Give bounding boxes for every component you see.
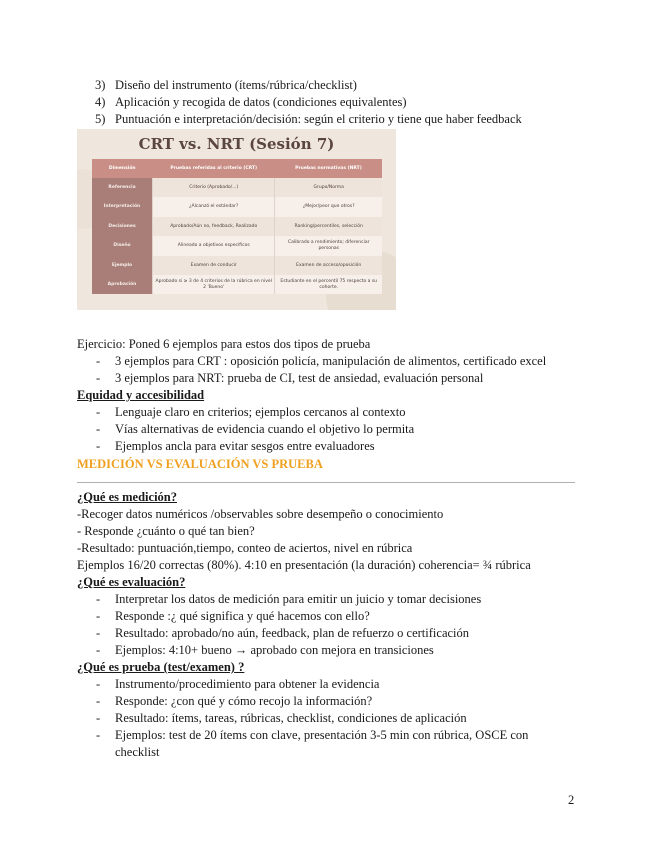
dimension-cell: Interpretación [92,197,153,216]
step-text: Diseño del instrumento (ítems/rúbrica/checklist) [115,78,357,92]
table-header-row [92,159,382,178]
bullet-dash: - [96,371,101,385]
table-row [92,256,382,275]
crt-cell: Aprobado si ≥ 3 de 4 criterios de la rúbrica en nivel 2 'Bueno' [153,275,275,294]
medicion-line: - Responde ¿cuánto o qué tan bien? [77,524,255,538]
evaluacion-heading: ¿Qué es evaluación? [77,575,186,589]
medicion-line: Ejemplos 16/20 correctas (80%). 4:10 en presentación (la duración) coherencia= ¾ rúbrica [77,558,531,572]
exercise-intro: Ejercicio: Poned 6 ejemplos para estos dos tipos de prueba [77,337,371,351]
nrt-cell: Ranking/percentiles, selección [275,217,382,236]
table-row [92,217,382,236]
dimension-cell: Referencia [92,178,153,197]
nrt-cell: ¿Mejor/peor que otros? [275,197,382,216]
divider [77,482,575,483]
step-text: Puntuación e interpretación/decisión: según el criterio y tiene que haber feedback [115,112,522,126]
table-row [92,236,382,255]
prueba-item: Ejemplos: test de 20 ítems con clave, presentación 3-5 min con rúbrica, OSCE con [115,728,529,742]
bullet-dash: - [96,711,101,725]
bullet-dash: - [96,592,101,606]
section-title: MEDICIÓN VS EVALUACIÓN VS PRUEBA [77,457,323,471]
page-number: 2 [568,793,575,807]
header-cell: Pruebas referidas al criterio (CRT) [153,159,275,178]
slide-title: CRT vs. NRT (Sesión 7) [138,135,335,153]
bullet-dash: - [96,643,101,657]
evaluacion-item: Responde :¿ qué significa y qué hacemos con ello? [115,609,370,623]
crt-cell: Criterio (Aprobado/...) [153,178,275,197]
prueba-heading: ¿Qué es prueba (test/examen) ? [77,660,245,674]
bullet-dash: - [96,405,101,419]
evaluacion-item: Interpretar los datos de medición para emitir un juicio y tomar decisiones [115,592,482,606]
bullet-dash: - [96,694,101,708]
header-cell: Dimensión [92,159,153,178]
dimension-cell: Aprobación [92,275,153,294]
table-row [92,178,382,197]
exercise-item: 3 ejemplos para CRT : oposición policía, manipulación de alimentos, certificado excel [115,354,547,368]
bullet-dash: - [96,422,101,436]
bullet-dash: - [96,609,101,623]
table-row [92,197,382,216]
step-number: 4) [95,95,106,109]
step-number: 3) [95,78,106,92]
nrt-cell: Calibrado a rendimiento; diferenciar personas [275,236,382,255]
prueba-item: Responde: ¿con qué y cómo recojo la información? [115,694,373,708]
equity-heading: Equidad y accesibilidad [77,388,205,402]
crt-cell: Examen de conducir [153,256,275,275]
evaluacion-item: Resultado: aprobado/no aún, feedback, plan de refuerzo o certificación [115,626,470,640]
dimension-cell: Diseño [92,236,153,255]
step-number: 5) [95,112,106,126]
bullet-dash: - [96,626,101,640]
medicion-line: -Recoger datos numéricos /observables sobre desempeño o conocimiento [77,507,444,521]
table-row [92,275,382,294]
equity-item: Ejemplos ancla para evitar sesgos entre evaluadores [115,439,375,453]
equity-item: Lenguaje claro en criterios; ejemplos cercanos al contexto [115,405,406,419]
nrt-cell: Grupo/Norma [275,178,382,197]
dimension-cell: Decisiones [92,217,153,236]
exercise-item: 3 ejemplos para NRT: prueba de CI, test de ansiedad, evaluación personal [115,371,484,385]
bullet-dash: - [96,439,101,453]
crt-cell: ¿Alcanzó el estándar? [153,197,275,216]
comparison-table [92,159,382,294]
crt-cell: Aprobado/Aún no, feedback, Realizado [153,217,275,236]
bullet-dash: - [96,354,101,368]
evaluacion-item: Ejemplos: 4:10+ bueno → aprobado con mejora en transiciones [115,643,434,657]
bullet-dash: - [96,677,101,691]
equity-item: Vías alternativas de evidencia cuando el objetivo lo permita [115,422,415,436]
prueba-item-continuation: checklist [115,745,160,759]
bullet-dash: - [96,728,101,742]
dimension-cell: Ejemplo [92,256,153,275]
nrt-cell: Estudiante en el percentil 75 respecto a su cohorte. [275,275,382,294]
medicion-line: -Resultado: puntuación,tiempo, conteo de aciertos, nivel en rúbrica [77,541,413,555]
crt-vs-nrt-slide [77,129,396,310]
medicion-heading: ¿Qué es medición? [77,490,177,504]
crt-cell: Alineado a objetivos específicos [153,236,275,255]
prueba-item: Resultado: ítems, tareas, rúbricas, checklist, condiciones de aplicación [115,711,467,725]
prueba-item: Instrumento/procedimiento para obtener la evidencia [115,677,380,691]
header-cell: Pruebas normativas (NRT) [275,159,382,178]
nrt-cell: Examen de acceso/oposición [275,256,382,275]
step-text: Aplicación y recogida de datos (condiciones equivalentes) [115,95,407,109]
